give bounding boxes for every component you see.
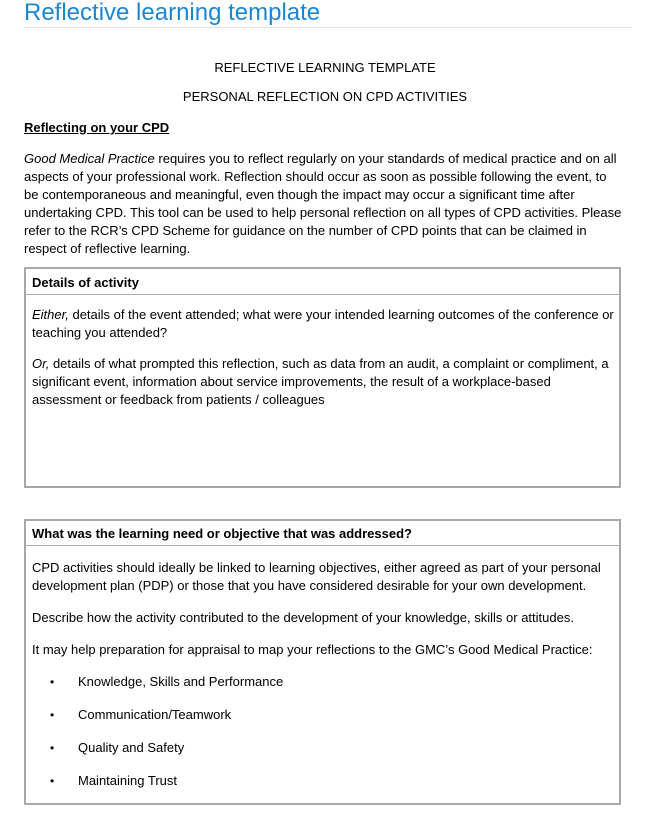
list-item (50, 707, 231, 723)
page-header (24, 0, 632, 28)
learning-box-title: What was the learning need or objective that was addressed? (32, 526, 412, 541)
learning-para-describe: Describe how the activity contributed to the development of your knowledge, skills or attitudes. (32, 610, 574, 625)
list-item-text: Knowledge, Skills and Performance (78, 674, 284, 689)
bullet-icon: • (50, 741, 55, 755)
list-item (50, 773, 177, 789)
document-heading: REFLECTIVE LEARNING TEMPLATE (214, 60, 436, 75)
learning-box-divider (26, 545, 619, 546)
section-title: Reflecting on your CPD (24, 120, 170, 135)
document-subheading: PERSONAL REFLECTION ON CPD ACTIVITIES (182, 89, 468, 104)
details-box-title: Details of activity (32, 275, 139, 290)
details-para-or (32, 355, 617, 409)
bullet-icon: • (50, 708, 55, 722)
details-para-or-text: details of what prompted this reflection, such as data from an audit, a complaint or compliment, a significant event, information about service improvements, the result of a workplace-based assessment or feedback from patients / colleagues (32, 356, 609, 407)
page-title: Reflective learning template (24, 0, 321, 26)
details-para-either-text: details of the event attended; what were your intended learning outcomes of the conference or teaching you attended? (32, 307, 614, 340)
bullet-icon: • (50, 675, 55, 689)
bullet-icon: • (50, 774, 55, 788)
learning-para-objectives: CPD activities should ideally be linked to learning objectives, either agreed as part of your personal development plan (PDP) or those that you have considered desirable for your own development. (32, 560, 601, 593)
details-para-either-italic: Either, (32, 307, 69, 322)
list-item-text: Maintaining Trust (78, 773, 177, 788)
details-para-or-italic: Or, (32, 356, 50, 371)
list-item (50, 740, 184, 756)
intro-italic-lead: Good Medical Practice (24, 151, 155, 166)
list-item-text: Communication/Teamwork (78, 707, 232, 722)
intro-text: requires you to reflect regularly on your standards of medical practice and on all aspects of your professional work. Reflection should occur as soon as possible following the event, to be contemporaneous and meaningful, even though the impact may occur a significant time after undertaking CPD. This tool can be used to help personal reflection on all types of CPD activities. Please refer to the RCR’s CPD Scheme for guidance on the number of CPD points that can be claimed in respect of reflective learning. (24, 151, 622, 256)
list-item (50, 674, 283, 690)
intro-paragraph (24, 150, 624, 258)
details-box-divider (26, 294, 619, 295)
details-para-either (32, 306, 617, 342)
list-item-text: Quality and Safety (78, 740, 185, 755)
learning-need-box[interactable] (24, 519, 621, 805)
learning-para-gmc: It may help preparation for appraisal to map your reflections to the GMC’s Good Medical Practice: (32, 642, 593, 657)
details-of-activity-box[interactable] (24, 267, 621, 488)
